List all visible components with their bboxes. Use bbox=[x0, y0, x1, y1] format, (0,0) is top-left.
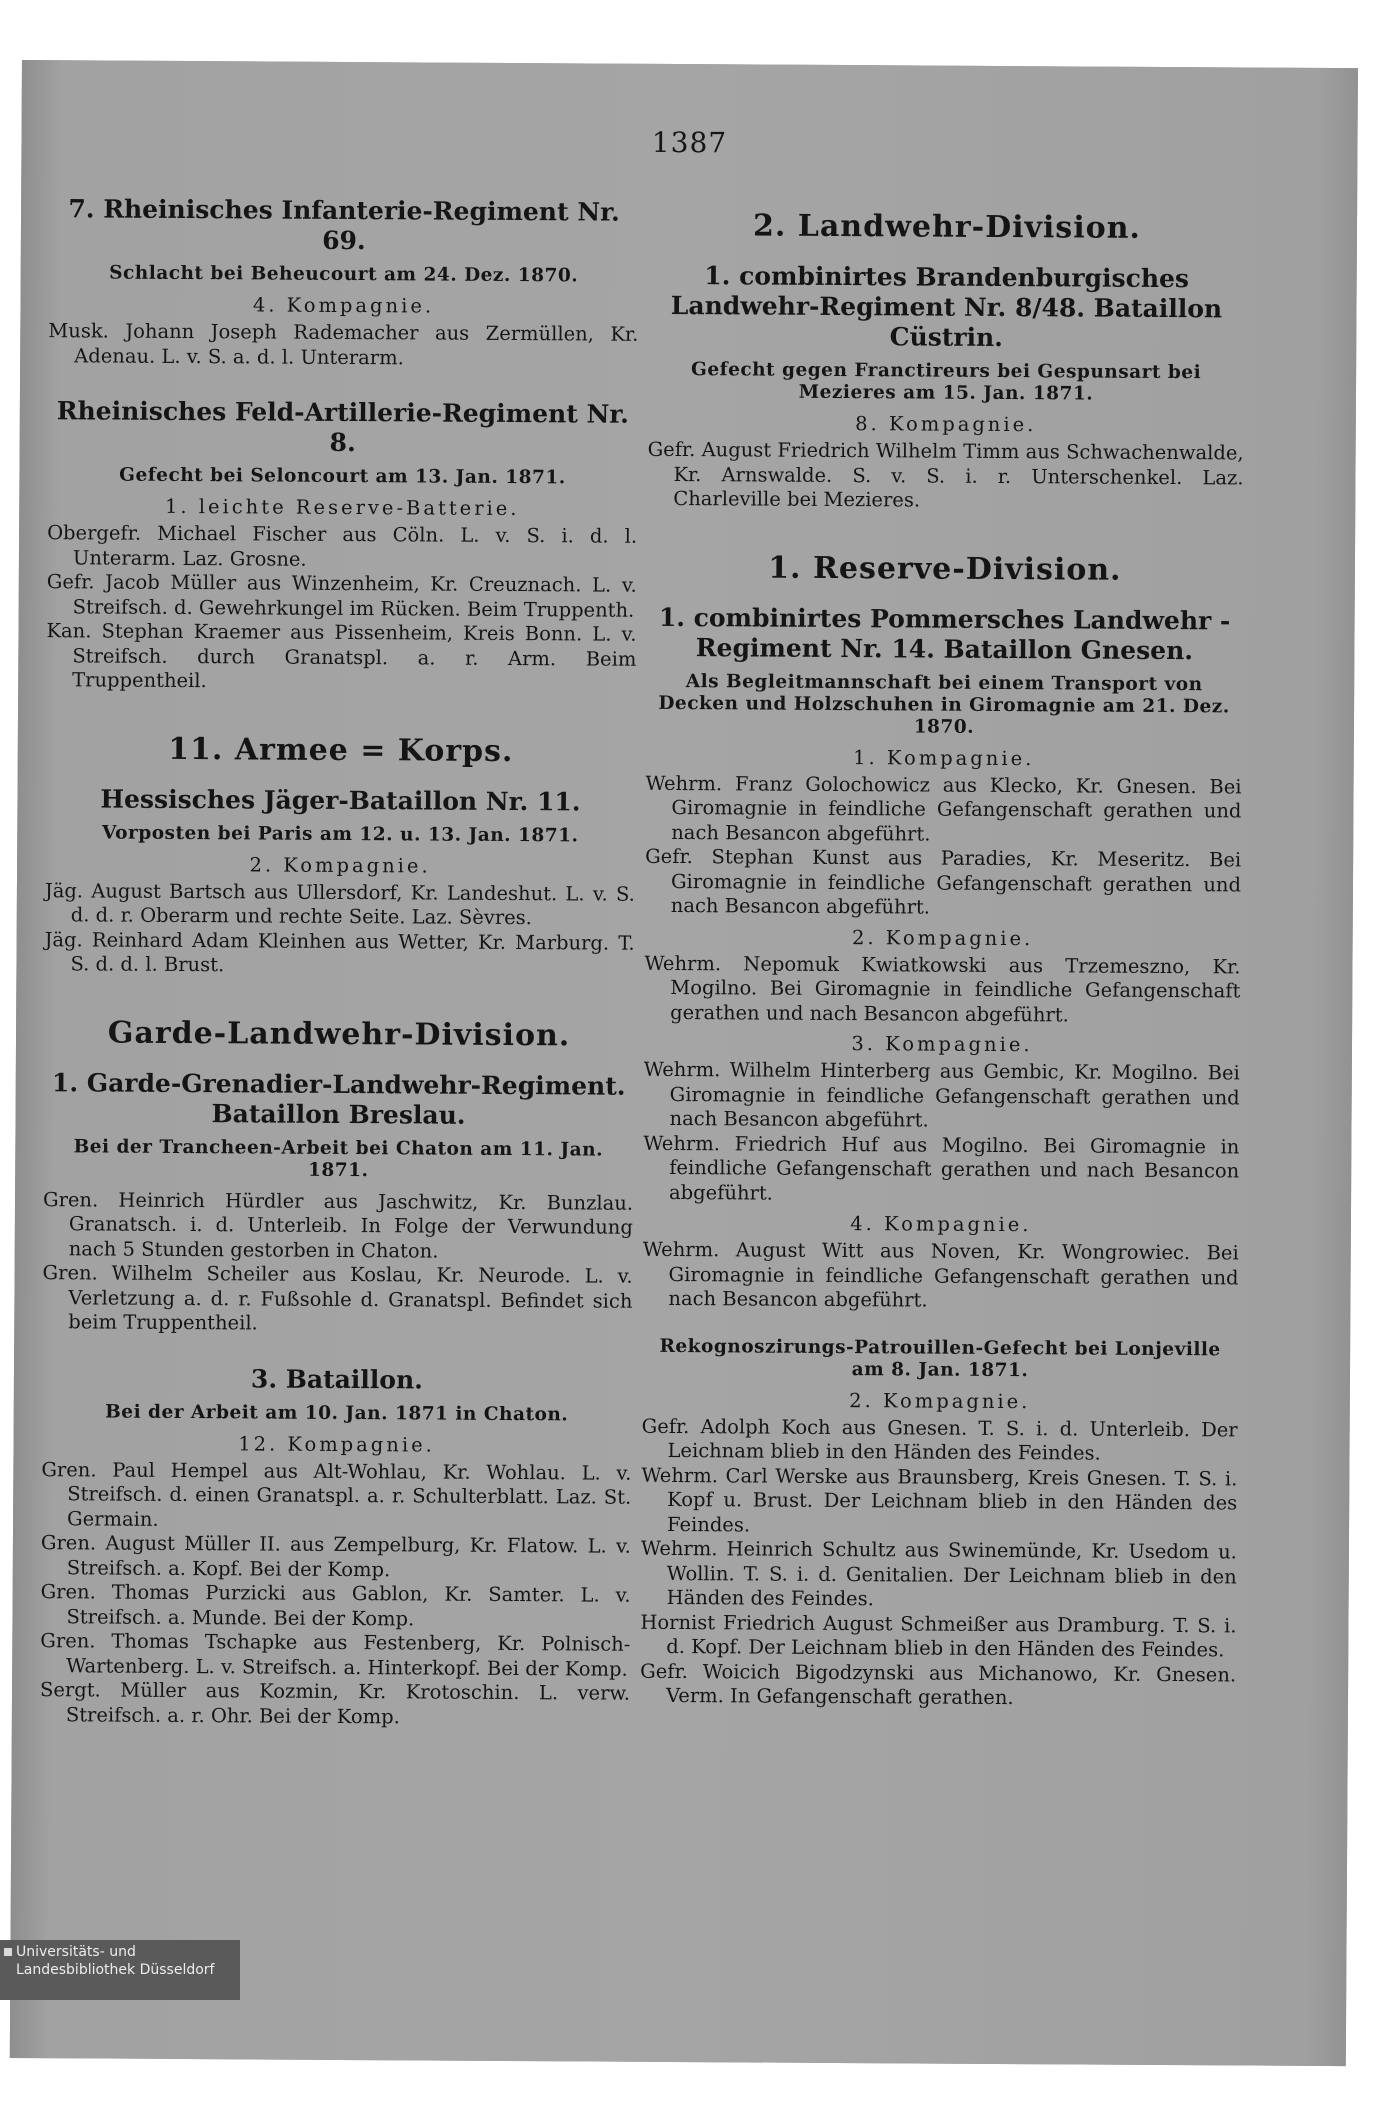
casualty-entry: Musk. Johann Joseph Rademacher aus Zermüllen, Kr. Adenau. L. v. S. a. d. l. Unterarm. bbox=[48, 319, 639, 369]
action-heading: Gefecht bei Seloncourt am 13. Jan. 1871. bbox=[119, 464, 566, 489]
action-heading: Gefecht gegen Franctireurs bei Gespunsart bei Mezieres am 15. Jan. 1871. bbox=[691, 359, 1202, 405]
division-heading: 1. Reserve-Division. bbox=[768, 550, 1122, 588]
casualty-entry: Gefr. August Friedrich Wilhelm Timm aus Schwachenwalde, Kr. Arnswalde. S. v. S. i. r. Unterschenkel. Laz. Charleville bei Mezieres. bbox=[647, 437, 1244, 512]
casualty-entry: Obergefr. Michael Fischer aus Cöln. L. v. S. i. d. l. Unterarm. Laz. Grosne. bbox=[47, 521, 638, 571]
casualty-entry: Wehrm. Heinrich Schultz aus Swinemünde, Kr. Usedom u. Wollin. T. S. i. d. Genitalien. Der Leichnam blieb in den Händen des Feindes. bbox=[640, 1536, 1237, 1611]
footer-line-2: Landesbibliothek Düsseldorf bbox=[16, 1962, 215, 1978]
regiment-heading: 7. Rheinisches Infanterie-Regiment Nr. 69. bbox=[68, 194, 620, 256]
casualty-entry: Wehrm. Franz Golochowicz aus Klecko, Kr. Gnesen. Bei Giromagnie in feindliche Gefangenschaft gerathen und nach Besancon abgeführt. bbox=[645, 771, 1242, 846]
page-number: 1387 bbox=[651, 125, 728, 160]
division-heading: 11. Armee = Korps. bbox=[168, 731, 514, 769]
casualty-entry: Sergt. Müller aus Kozmin, Kr. Krotoschin. L. verw. Streifsch. a. r. Ohr. Bei der Komp. bbox=[39, 1678, 631, 1728]
casualty-entry: Gren. Wilhelm Scheiler aus Koslau, Kr. Neurode. L. v. Verletzung a. d. r. Fußsohle d. Granatspl. Befindet sich beim Truppentheil. bbox=[42, 1261, 633, 1335]
left-column bbox=[40, 182, 639, 1731]
library-logo-icon bbox=[4, 1948, 12, 1956]
casualty-entry: Gren. August Müller II. aus Zempelburg, Kr. Flatow. L. v. Streifsch. a. Kopf. Bei der Komp. bbox=[40, 1531, 632, 1581]
casualty-entry: Wehrm. Carl Werske aus Braunsberg, Kreis Gnesen. T. S. i. Kopf u. Brust. Der Leichnam blieb in den Händen des Feindes. bbox=[641, 1463, 1238, 1536]
division-heading: 2. Landwehr-Division. bbox=[752, 208, 1142, 246]
company-heading: 1. leichte Reserve-Batterie. bbox=[164, 494, 520, 521]
casualty-entry: Jäg. August Bartsch aus Ullersdorf, Kr. Landeshut. L. v. S. d. d. r. Oberarm und rechte Seite. Laz. Sèvres. bbox=[44, 878, 635, 930]
casualty-entry: Gren. Thomas Purzicki aus Gablon, Kr. Samter. L. v. Streifsch. a. Munde. Bei der Komp. bbox=[40, 1580, 631, 1630]
regiment-heading: 3. Bataillon. bbox=[250, 1363, 424, 1394]
action-heading: Bei der Arbeit am 10. Jan. 1871 in Chaton. bbox=[105, 1401, 569, 1425]
casualty-entry: Gren. Thomas Tschapke aus Festenberg, Kr. Polnisch-Wartenberg. L. v. Streifsch. a. Hinterkopf. Bei der Komp. bbox=[40, 1629, 631, 1681]
regiment-heading: 1. combinirtes Brandenburgisches Landwehr-Regiment Nr. 8/48. Bataillon Cüstrin. bbox=[670, 261, 1223, 352]
division-heading: Garde-Landwehr-Division. bbox=[107, 1015, 571, 1053]
company-heading: 4. Kompagnie. bbox=[850, 1212, 1032, 1237]
company-heading: 3. Kompagnie. bbox=[851, 1032, 1033, 1057]
scanned-page bbox=[10, 60, 1358, 2066]
casualty-entry: Gefr. Jacob Müller aus Winzenheim, Kr. Creuznach. L. v. Streifsch. d. Gewehrkungel im Rücken. Beim Truppenth. bbox=[46, 570, 637, 622]
regiment-heading: 1. combinirtes Pommersches Landwehr - Regiment Nr. 14. Bataillon Gnesen. bbox=[658, 602, 1231, 665]
regiment-heading: Rheinisches Feld-Artillerie-Regiment Nr. 8. bbox=[56, 396, 630, 458]
casualty-entry: Gefr. Woicich Bigodzynski aus Michanowo, Kr. Gnesen. Verm. In Gefangenschaft gerathen. bbox=[640, 1659, 1237, 1710]
action-heading: Schlacht bei Beheucourt am 24. Dez. 1870. bbox=[109, 262, 579, 287]
casualty-entry: Hornist Friedrich August Schmeißer aus Dramburg. T. S. i. d. Kopf. Der Leichnam blieb in den Händen des Feindes. bbox=[640, 1610, 1237, 1662]
action-heading: Vorposten bei Paris am 12. u. 13. Jan. 1871. bbox=[101, 822, 579, 846]
casualty-entry: Kan. Stephan Kraemer aus Pissenheim, Kreis Bonn. L. v. Streifsch. durch Granatspl. a. r. Arm. Beim Truppentheil. bbox=[46, 619, 637, 693]
company-heading: 12. Kompagnie. bbox=[238, 1431, 435, 1457]
company-heading: 1. Kompagnie. bbox=[853, 745, 1035, 770]
action-heading: Als Begleitmannschaft bei einem Transport von Decken und Holzschuhen in Giromagnie am 21. Dez. 1870. bbox=[658, 670, 1230, 738]
regiment-heading: Hessisches Jäger-Bataillon Nr. 11. bbox=[100, 783, 581, 816]
casualty-entry: Wehrm. Wilhelm Hinterberg aus Gembic, Kr. Mogilno. Bei Giromagnie in feindliche Gefangenschaft gerathen und nach Besancon abgeführt. bbox=[643, 1057, 1240, 1132]
footer-line-1: Universitäts- und bbox=[16, 1944, 136, 1960]
company-heading: 8. Kompagnie. bbox=[855, 412, 1037, 437]
company-heading: 2. Kompagnie. bbox=[849, 1388, 1031, 1413]
action-heading: Rekognoszirungs-Patrouillen-Gefecht bei Lonjeville am 8. Jan. 1871. bbox=[659, 1335, 1221, 1381]
right-column bbox=[640, 186, 1245, 1712]
casualty-entry: Gefr. Stephan Kunst aus Paradies, Kr. Meseritz. Bei Giromagnie in feindliche Gefangenschaft gerathen und nach Besancon abgeführt. bbox=[645, 844, 1242, 919]
casualty-entry: Gren. Paul Hempel aus Alt-Wohlau, Kr. Wohlau. L. v. Streifsch. d. einen Granatspl. a. r. Schulterblatt. Laz. St. Germain. bbox=[41, 1457, 632, 1531]
action-heading: Bei der Trancheen-Arbeit bei Chaton am 11. Jan. 1871. bbox=[73, 1135, 604, 1181]
casualty-entry: Gren. Heinrich Hürdler aus Jaschwitz, Kr. Bunzlau. Granatsch. i. d. Unterleib. In Folge der Verwundung nach 5 Stunden gestorben in Chaton. bbox=[42, 1187, 634, 1263]
company-heading: 4. Kompagnie. bbox=[252, 293, 435, 318]
library-footer bbox=[0, 1940, 240, 2000]
casualty-entry: Wehrm. August Witt aus Noven, Kr. Wongrowiec. Bei Giromagnie in feindliche Gefangenschaft gerathen und nach Besancon abgeführt. bbox=[642, 1237, 1239, 1312]
casualty-entry: Gefr. Adolph Koch aus Gnesen. T. S. i. d. Unterleib. Der Leichnam blieb in den Händen des Feindes. bbox=[641, 1414, 1238, 1465]
casualty-entry: Wehrm. Friedrich Huf aus Mogilno. Bei Giromagnie in feindliche Gefangenschaft gerathen und nach Besancon abgeführt. bbox=[643, 1131, 1240, 1205]
company-heading: 2. Kompagnie. bbox=[851, 925, 1034, 950]
company-heading: 2. Kompagnie. bbox=[249, 852, 431, 878]
casualty-entry: Wehrm. Nepomuk Kwiatkowski aus Trzemeszno, Kr. Mogilno. Bei Giromagnie in feindliche Gefangenschaft gerathen und nach Besancon abgeführt. bbox=[644, 951, 1241, 1026]
casualty-entry: Jäg. Reinhard Adam Kleinhen aus Wetter, Kr. Marburg. T. S. d. d. l. Brust. bbox=[44, 927, 635, 977]
regiment-heading: 1. Garde-Grenadier-Landwehr-Regiment. Bataillon Breslau. bbox=[51, 1067, 626, 1130]
